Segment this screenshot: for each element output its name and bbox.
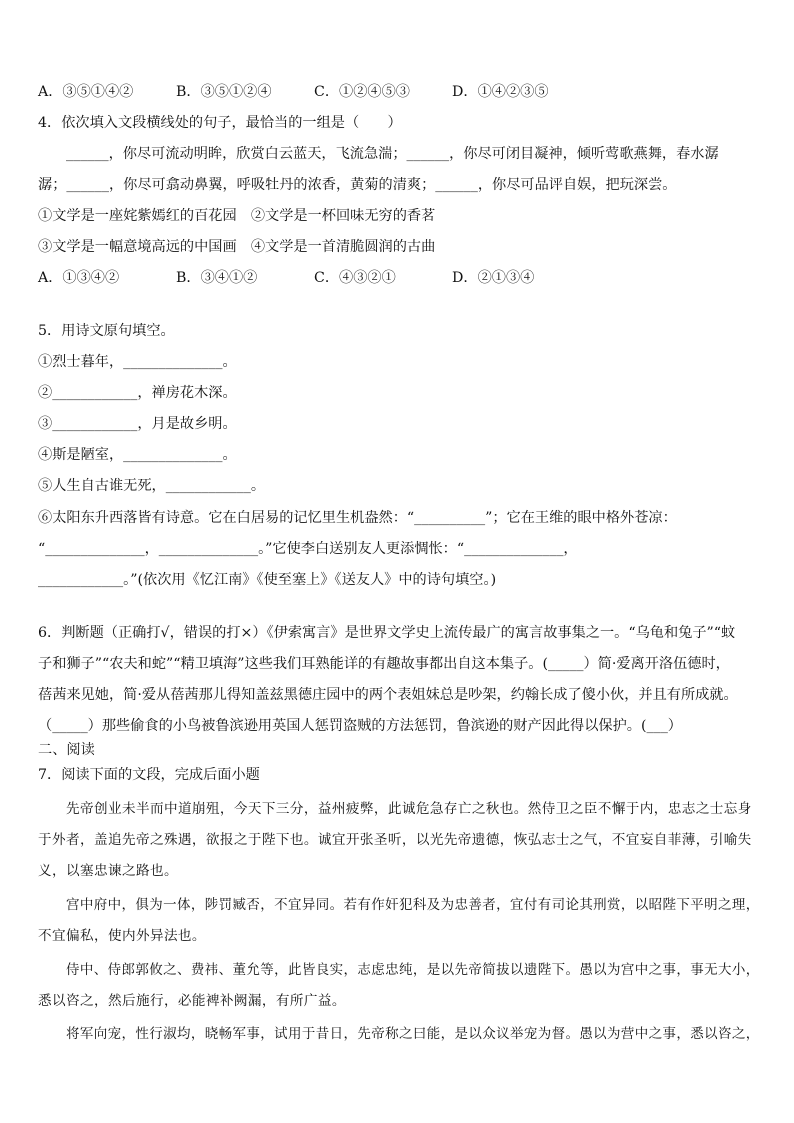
q6-line-4[interactable]: （_____）那些偷食的小鸟被鲁滨逊用英国人惩罚盗贼的方法惩罚，鲁滨逊的财产因此得以保护。(___） xyxy=(38,718,682,734)
q3-option-d[interactable]: D．①④②③⑤ xyxy=(452,84,549,100)
q3-option-c[interactable]: C．①②④⑤③ xyxy=(314,84,410,100)
q6-line-1: 6．判断题（正确打√，错误的打×）《伊索寓言》是世界文学史上流传最广的寓言故事集之一。“乌龟和兔子”“蚊 xyxy=(38,625,736,641)
q6-line-2[interactable]: 子和狮子”“农夫和蛇”“精卫填海”这些我们耳熟能详的有趣故事都出自这本集子。(_____）简·爱离开洛伍德时， xyxy=(38,656,730,672)
q7-passage-line-2: 于外者，盖追先帝之殊遇，欲报之于陛下也。诚宜开张圣听，以光先帝遗德，恢弘志士之气，不宜妄自菲薄，引喻失 xyxy=(38,832,752,848)
q4-choices-line-1: ①文学是一座姹紫嫣红的百花园 ②文学是一杯回味无穷的香茗 xyxy=(38,208,436,224)
q7-passage-line-3: 义，以塞忠谏之路也。 xyxy=(38,863,178,879)
q7-passage-line-6: 侍中、侍郎郭攸之、费祎、董允等，此皆良实，志虑忠纯，是以先帝简拔以遗陛下。愚以为宫中之事，事无大小， xyxy=(66,962,760,978)
q5-item-6-line-2[interactable]: “______________，______________。”它使李白送别友人更添惆怅：“______________， xyxy=(38,541,578,557)
q4-option-a[interactable]: A．①③④② xyxy=(38,270,120,286)
q5-item-6-line-3[interactable]: ____________。”(依次用《忆江南》《使至塞上》《送友人》中的诗句填空。) xyxy=(38,572,497,588)
q5-item-5[interactable]: ⑤人生自古谁无死，____________。 xyxy=(38,478,266,494)
q7-passage-line-5: 不宜偏私，使内外异法也。 xyxy=(38,928,206,944)
q4-option-c[interactable]: C．④③②① xyxy=(314,270,396,286)
q7-stem: 7．阅读下面的文段，完成后面小题 xyxy=(38,767,260,783)
section-title-reading: 二、阅读 xyxy=(38,742,95,758)
q3-option-a[interactable]: A．③⑤①④② xyxy=(38,84,134,100)
q4-stem: 4．依次填入文段横线处的句子，最恰当的一组是（ ） xyxy=(38,115,402,131)
q4-option-b[interactable]: B．③④①② xyxy=(176,270,258,286)
q4-paragraph-line-1: ______，你尽可流动明眸，欣赏白云蓝天，飞流急湍；______，你尽可闭目凝神，倾听莺歌燕舞，春水潺 xyxy=(66,146,719,162)
q6-line-3: 蓓茜来见她，简·爱从蓓茜那儿得知盖兹黑德庄园中的两个表姐妹总是吵架，约翰长成了傻小伙，并且有所成就。 xyxy=(38,687,738,703)
q5-stem: 5．用诗文原句填空。 xyxy=(38,323,175,339)
q7-passage-line-7: 悉以咨之，然后施行，必能裨补阙漏，有所广益。 xyxy=(38,993,346,1009)
q7-passage-line-1: 先帝创业未半而中道崩殂，今天下三分，益州疲弊，此诚危急存亡之秋也。然侍卫之臣不懈于内，忠志之士忘身 xyxy=(66,801,752,817)
q7-passage-line-8: 将军向宠，性行淑均，晓畅军事，试用于昔日，先帝称之曰能，是以众议举宠为督。愚以为营中之事，悉以咨之， xyxy=(66,1026,760,1042)
q7-passage-line-4: 宫中府中，俱为一体，陟罚臧否，不宜异同。若有作奸犯科及为忠善者，宜付有司论其刑赏，以昭陛下平明之理， xyxy=(66,897,760,913)
q5-item-6-line-1[interactable]: ⑥太阳东升西落皆有诗意。它在白居易的记忆里生机盎然：“__________”；它在王维的眼中格外苍凉： xyxy=(38,510,677,526)
q5-item-3[interactable]: ③____________，月是故乡明。 xyxy=(38,416,237,432)
q5-item-2[interactable]: ②____________，禅房花木深。 xyxy=(38,385,237,401)
q4-option-d[interactable]: D．②①③④ xyxy=(452,270,535,286)
q5-item-1[interactable]: ①烈士暮年，______________。 xyxy=(38,354,237,370)
q4-paragraph-line-2: 潺；______，你尽可翕动鼻翼，呼吸牡丹的浓香，黄菊的清爽；______，你尽可品评自娱，把玩深尝。 xyxy=(38,177,677,193)
q4-choices-line-2: ③文学是一幅意境高远的中国画 ④文学是一首清脆圆润的古曲 xyxy=(38,239,436,255)
q5-item-4[interactable]: ④斯是陋室，______________。 xyxy=(38,447,237,463)
q3-option-b[interactable]: B．③⑤①②④ xyxy=(176,84,272,100)
